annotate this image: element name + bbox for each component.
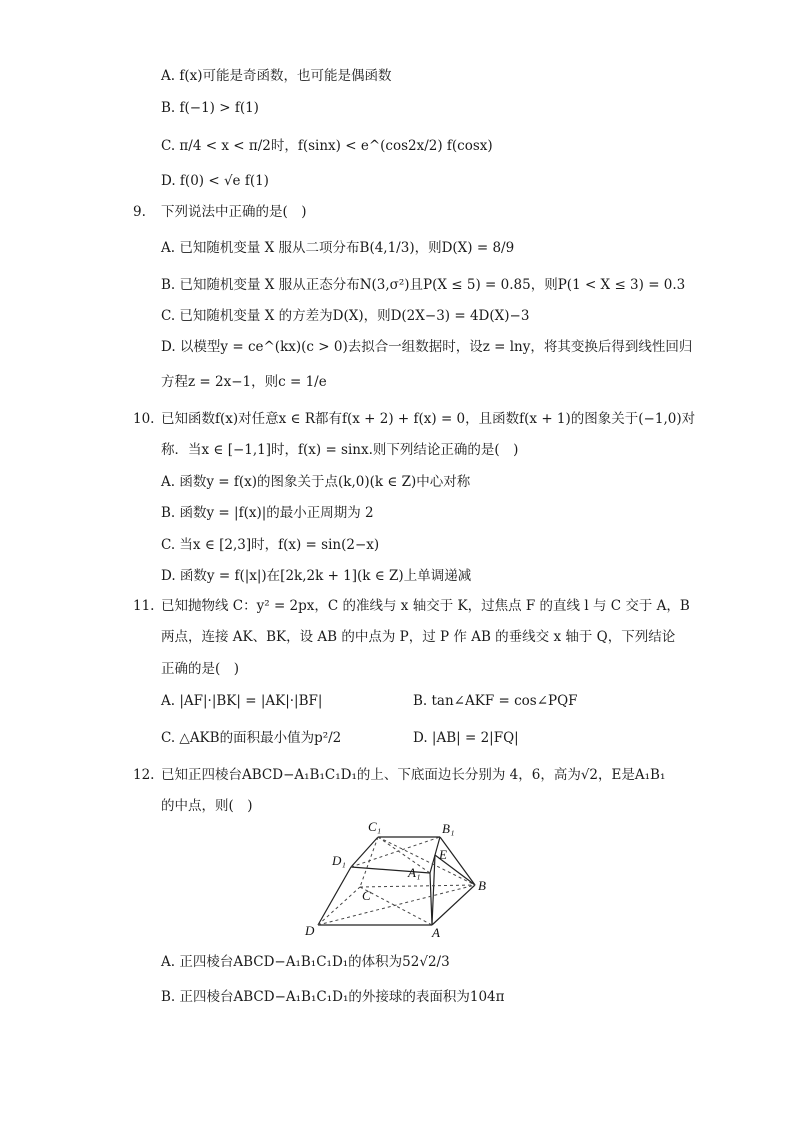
q12-stem-line1: 已知正四棱台ABCD−A₁B₁C₁D₁的上、下底面边长分别为 4，6，高为√2，E是A₁B₁ [161,767,666,783]
edge-dc [318,887,360,925]
label-a: A [432,925,440,940]
q11-option-c: C. △AKB的面积最小值为p²/2 [161,730,342,746]
q10-option-b: B. 函数y = |f(x)|的最小正周期为 2 [161,505,374,521]
q10-option-c: C. 当x ∈ [2,3]时，f(x) = sin(2−x) [161,537,380,553]
q8-option-a: A. f(x)可能是奇函数，也可能是偶函数 [161,68,392,84]
q11-stem-line1: 已知抛物线 C：y² = 2px，C 的准线与 x 轴交于 K，过焦点 F 的直线 l 与 C 交于 A，B [161,598,690,614]
q12-option-b: B. 正四棱台ABCD−A₁B₁C₁D₁的外接球的表面积为104π [161,989,505,1005]
q11-option-a: A. |AF|·|BK| = |AK|·|BF| [161,693,323,709]
q11-stem-line2: 两点，连接 AK、BK，设 AB 的中点为 P，过 P 作 AB 的垂线交 x 轴于 Q，下列结论 [161,629,676,645]
label-b: B [478,878,486,893]
frustum-figure [300,815,500,940]
q12-option-a: A. 正四棱台ABCD−A₁B₁C₁D₁的体积为52√2/3 [161,954,450,970]
label-a1: A₁ [408,865,421,880]
q8-option-c: C. π/4 < x < π/2时，f(sinx) < e^(cos2x/2) f(cosx) [161,138,493,154]
q12-number: 12. [133,767,155,783]
edge-c1c [360,837,378,887]
q8-option-b: B. f(−1) > f(1) [161,100,259,116]
q10-option-d: D. 函数y = f(|x|)在[2k,2k + 1](k ∈ Z)上单调递减 [161,568,472,584]
q11-number: 11. [133,598,155,614]
label-c1: C₁ [368,819,382,834]
label-d1: D₁ [332,853,346,868]
edge-ab [432,885,475,925]
q10-option-a: A. 函数y = f(x)的图象关于点(k,0)(k ∈ Z)中心对称 [161,474,471,490]
edge-d1d [318,867,351,925]
q11-option-d: D. |AB| = 2|FQ| [413,730,519,746]
q12-stem-line2: 的中点，则( ) [161,798,253,814]
frustum-hidden-edges [318,837,475,925]
diag-ca [360,887,432,925]
label-e: E [439,847,447,862]
q8-option-d: D. f(0) < √e f(1) [161,173,269,189]
diag-db [318,885,475,925]
q10-number: 10. [133,411,155,427]
label-b1: B₁ [442,821,455,836]
label-c: C [362,888,371,903]
line-c1b [378,837,475,885]
q9-number: 9. [133,204,146,220]
q10-stem-line1: 已知函数f(x)对任意x ∈ R都有f(x + 2) + f(x) = 0，且函数f(x + 1)的图象关于(−1,0)对 [161,411,696,427]
q11-option-b: B. tan∠AKF = cos∠PQF [413,693,578,709]
q9-stem: 下列说法中正确的是( ) [161,204,307,220]
q10-stem-line2: 称．当x ∈ [−1,1]时，f(x) = sinx.则下列结论正确的是( ) [161,442,519,458]
q11-stem-line3: 正确的是( ) [161,661,240,677]
q9-option-d-line2: 方程z = 2x−1，则c = 1/e [161,374,327,390]
edge-cb [360,885,475,887]
edge-a1a [430,873,432,925]
q9-option-d-line1: D. 以模型y = ce^(kx)(c > 0)去拟合一组数据时，设z = lny，将其变换后得到线性回归 [161,339,693,355]
q9-option-b: B. 已知随机变量 X 服从正态分布N(3,σ²)且P(X ≤ 5) = 0.85，则P(1 < X ≤ 3) = 0.3 [161,277,686,293]
q9-option-c: C. 已知随机变量 X 的方差为D(X)，则D(2X−3) = 4D(X)−3 [161,308,530,324]
label-d: D [305,923,315,938]
q9-option-a: A. 已知随机变量 X 服从二项分布B(4,1/3)，则D(X) = 8/9 [161,240,515,256]
frustum-solid-edges [318,837,475,925]
